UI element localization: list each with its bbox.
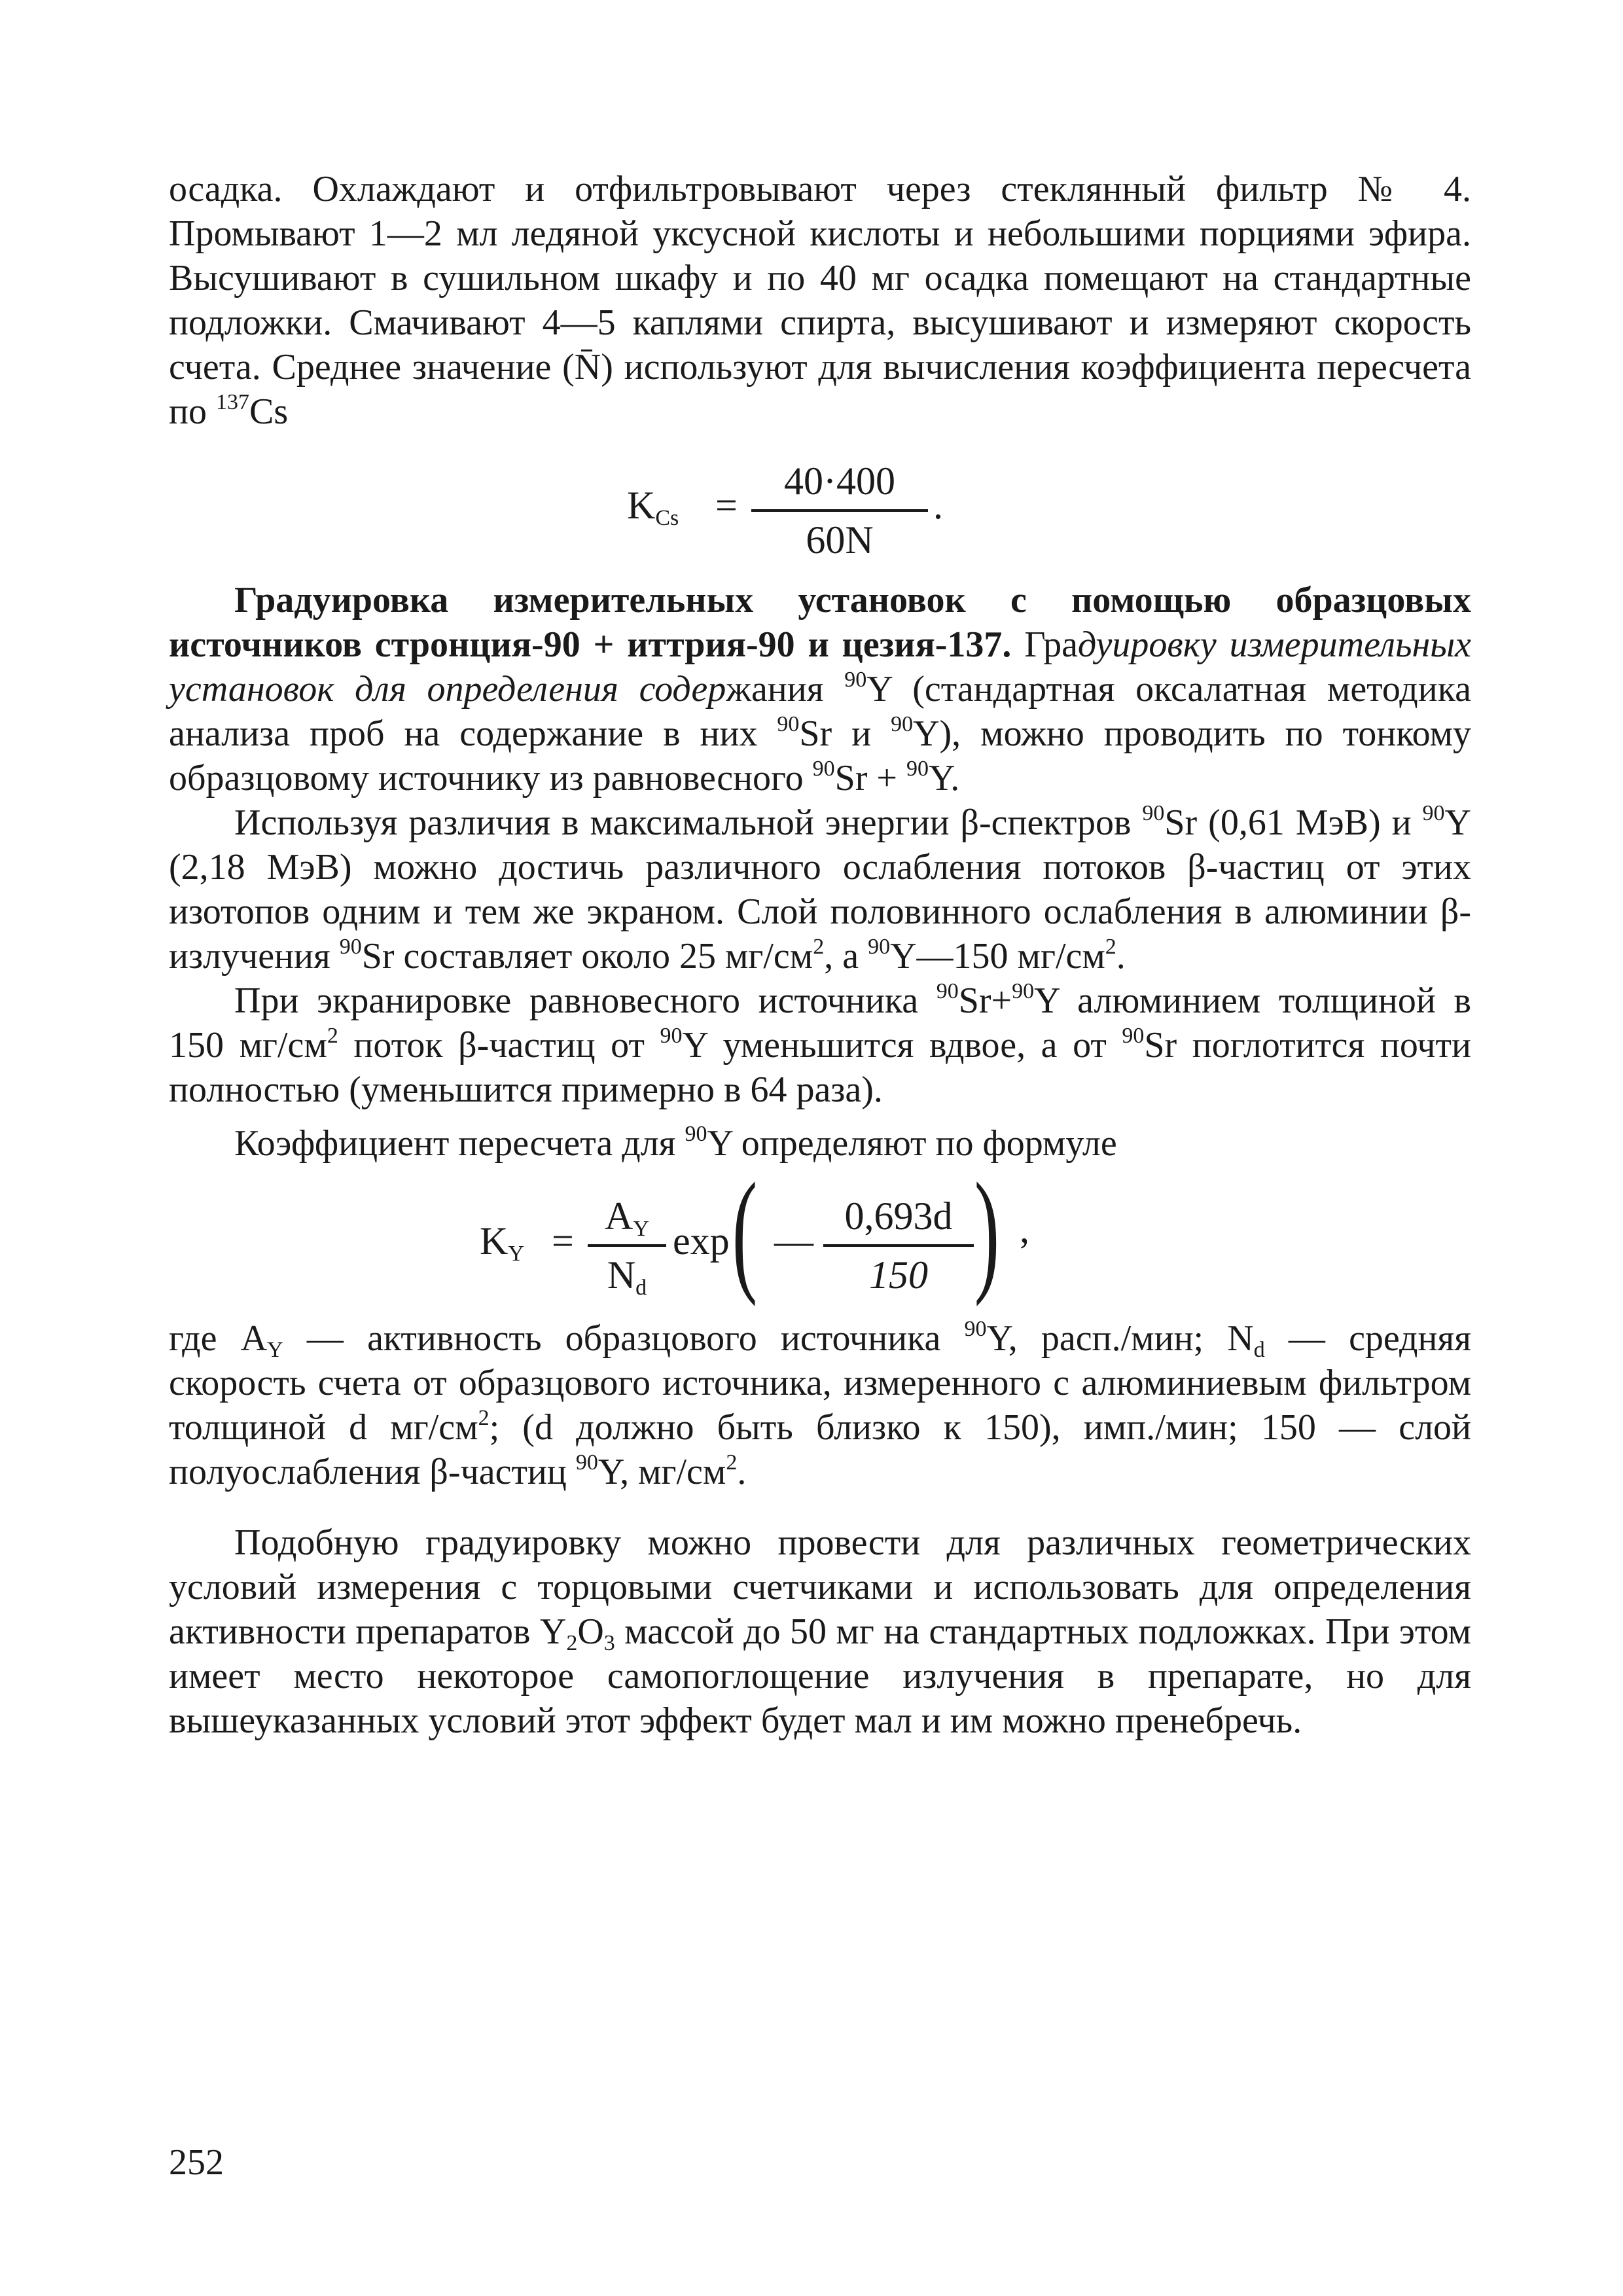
- fraction-numerator: 0,693d: [823, 1192, 974, 1247]
- formula-k-symbol: $K_{Cs}$: [627, 484, 679, 530]
- paragraph-calibration-heading: [169, 578, 1471, 800]
- paragraph-sample-prep: [169, 167, 1471, 434]
- text-run: поток β-частиц от: [338, 1025, 660, 1066]
- text-run: осадка. Охлаждают и отфильтровывают через стеклянный фильтр № 4. Промывают 1—2 мл ледяной уксусной кислоты и небольшими порциями эфира. Высушивают в сушильном шкафу и по 40 мг осадка помещают на стандартные подложки. Смачивают 4—5 каплями спирта, высушивают и измеряют скорость счета. Среднее значение (N̄) используют для вычисления коэффициента пересчета по: [169, 169, 1471, 432]
- isotope-mass: 90: [1422, 801, 1445, 825]
- exponent-fraction: [823, 1192, 974, 1299]
- text-run: Y определяют по формуле: [707, 1123, 1117, 1164]
- text-run: Sr +: [834, 758, 906, 798]
- text-run: , а: [824, 936, 868, 977]
- exponent: 2: [813, 935, 825, 959]
- fraction-denominator: $N_d$: [607, 1253, 647, 1300]
- text-run: где A: [169, 1318, 268, 1359]
- text-run: Гра: [1011, 624, 1078, 665]
- formula-k-y: [169, 1155, 1471, 1316]
- isotope-mass: 90: [339, 935, 362, 959]
- text-run: Коэффициент пересчета для: [234, 1123, 685, 1164]
- text-run: .: [737, 1452, 747, 1492]
- isotope-mass: 90: [1122, 1024, 1145, 1048]
- isotope-mass: 90: [575, 1450, 598, 1475]
- text-run: Используя различия в максимальной энергии β-спектров: [234, 802, 1143, 843]
- section-heading: Градуировка измерительных установок с помощью образцовых источников стронция-90 + иттрия-90 и цезия-137.: [169, 580, 1471, 665]
- paragraph-where-definitions: [169, 1316, 1471, 1494]
- exponent: 2: [726, 1450, 738, 1475]
- isotope-mass: 90: [936, 979, 959, 1003]
- text-run: Подобную градуировку можно провести для различных геометрических условий измерения с торцовыми счетчиками и использовать для определения активности препаратов Y: [169, 1522, 1471, 1652]
- paragraph-geometry: [169, 1520, 1471, 1743]
- isotope-mass: 90: [1142, 801, 1165, 825]
- text-run: Y.: [928, 758, 960, 798]
- text-run: Sr (0,61 МэВ) и: [1164, 802, 1423, 843]
- text-run: — средняя скорость счета от образцового источника, измеренного с алюминиевым фильтром толщиной d мг/см: [169, 1318, 1472, 1448]
- isotope-mass: 90: [964, 1317, 987, 1341]
- element-symbol: Cs: [249, 391, 289, 432]
- fraction-numerator: 40·400: [751, 457, 928, 512]
- exp-function: exp: [673, 1219, 730, 1263]
- fraction-denominator: 150: [869, 1253, 928, 1297]
- text-run: Y, расп./мин; N: [986, 1318, 1254, 1359]
- formula-period: .: [933, 484, 943, 527]
- fraction-denominator: 60N: [806, 518, 874, 562]
- subscript: 3: [603, 1631, 615, 1655]
- text-run: Y (2,18 МэВ) можно достичь различного ослабления потоков β-частиц от этих изотопов одним и тем же экраном. Слой половинного ослабления в алюминии β-излучения: [169, 802, 1471, 977]
- isotope-mass: 90: [777, 712, 800, 736]
- exponent: 2: [327, 1024, 338, 1048]
- text-run: .: [1116, 936, 1126, 977]
- isotope-mass: 90: [1012, 979, 1035, 1003]
- subscript: 2: [566, 1631, 578, 1655]
- page-body: [169, 167, 1471, 1743]
- text-run: Y алюминием толщиной в 150 мг/см: [169, 980, 1471, 1066]
- minus-sign: —: [774, 1219, 813, 1263]
- text-run: Y уменьшится вдвое, а от: [682, 1025, 1122, 1066]
- isotope-mass: 90: [844, 668, 867, 692]
- italic-text-run: дуировку измерительных установок для определения содер: [169, 624, 1472, 709]
- formula-k-subscript: Y: [508, 1242, 524, 1266]
- isotope-mass: 90: [812, 757, 835, 781]
- numerator-subscript: Y: [633, 1217, 649, 1241]
- text-run: Sr+: [958, 980, 1012, 1021]
- text-run: Y), можно проводить по тонкому образцовому источнику из равновесного: [169, 713, 1472, 798]
- text-run: Y—150 мг/см: [890, 936, 1105, 977]
- paragraph-beta-spectra: [169, 800, 1471, 978]
- isotope-mass: 137: [215, 390, 249, 414]
- formula-k-subscript: Cs: [655, 506, 679, 530]
- formula-ratio-fraction: [588, 1192, 666, 1299]
- isotope-mass: 90: [685, 1122, 707, 1146]
- formula-comma: ,: [1020, 1208, 1029, 1251]
- text-run: Sr составляет около 25 мг/см: [361, 936, 813, 977]
- text-run: массой до 50 мг на стандартных подложках. При этом имеет место некоторое самопоглощение излучения в препарате, но для вышеуказанных условий этот эффект будет мал и им можно пренебречь.: [169, 1611, 1471, 1741]
- text-run: При экранировке равновесного источника: [234, 980, 936, 1021]
- text-run: Sr и: [799, 713, 891, 754]
- fraction-numerator: $A_Y$: [588, 1192, 666, 1247]
- text-run: ; (d должно быть близко к 150), имп./мин; 150 — слой полуослабления β-частиц: [169, 1407, 1471, 1492]
- exponent: 2: [1105, 935, 1116, 959]
- text-run: Y, мг/см: [597, 1452, 726, 1492]
- isotope-mass: 90: [868, 935, 891, 959]
- text-run: Sr поглотится почти полностью (уменьшится примерно в 64 раза).: [169, 1025, 1471, 1110]
- formula-fraction: [751, 457, 928, 564]
- formula-equals: =: [552, 1219, 574, 1263]
- text-run: Y (стандартная оксалатная методика анализа проб на содержание в них: [169, 669, 1471, 754]
- exponent: 2: [478, 1406, 490, 1430]
- isotope-mass: 90: [660, 1024, 683, 1048]
- denominator-subscript: d: [635, 1276, 647, 1300]
- formula-k-symbol: $K_Y$: [480, 1219, 524, 1266]
- subscript: d: [1253, 1338, 1265, 1362]
- isotope-mass: 90: [891, 712, 914, 736]
- paragraph-shielding: [169, 978, 1471, 1112]
- formula-k-cs: [169, 434, 1471, 578]
- right-paren-icon: ): [974, 1155, 1000, 1307]
- isotope-mass: 90: [906, 757, 929, 781]
- page-number: 252: [169, 2142, 224, 2183]
- paragraph-formula-intro: [169, 1121, 1471, 1166]
- text-run: жания: [726, 669, 845, 709]
- formula-equals: =: [715, 484, 738, 527]
- left-paren-icon: (: [732, 1155, 758, 1307]
- text-run: — активность образцового источника: [283, 1318, 965, 1359]
- subscript: Y: [267, 1338, 283, 1362]
- text-run: O: [577, 1611, 604, 1652]
